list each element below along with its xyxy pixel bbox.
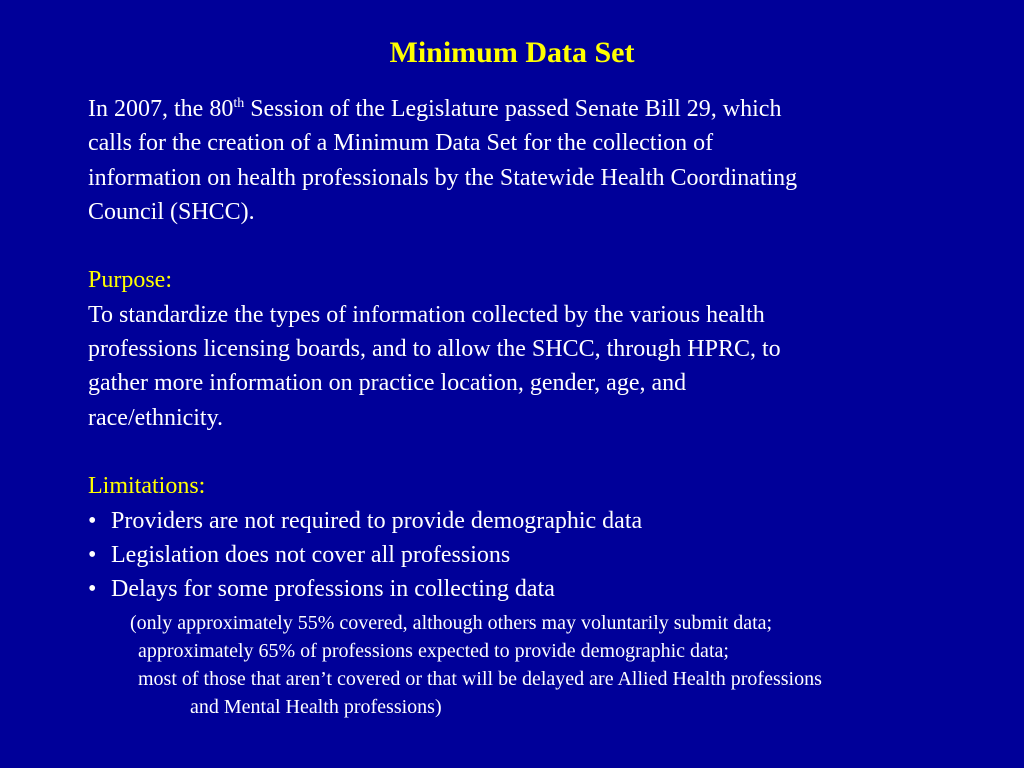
bullet-icon: • (88, 541, 97, 568)
intro-paragraph (88, 92, 968, 229)
purpose-heading: Purpose: (88, 267, 172, 294)
intro-text-end: Session of the Legislature passed Senate Bill 29, which (244, 96, 782, 122)
list-item-text: Legislation does not cover all professions (111, 541, 511, 568)
intro-line-4: Council (SHCC). (88, 198, 255, 225)
list-item (88, 538, 968, 572)
bullet-icon: • (88, 576, 97, 603)
purpose-line-3: gather more information on practice location, gender, age, and (88, 370, 687, 397)
slide-body (88, 92, 968, 606)
intro-line-2: calls for the creation of a Minimum Data Set for the collection of (88, 130, 714, 157)
intro-superscript: th (233, 96, 245, 111)
list-item (88, 572, 968, 606)
note-line-2: approximately 65% of professions expected to provide demographic data; (138, 640, 729, 662)
list-item-text: Delays for some professions in collecting data (111, 576, 555, 603)
intro-line-3: information on health professionals by the Statewide Health Coordinating (88, 164, 798, 191)
bullet-icon: • (88, 507, 97, 534)
intro-text-start: In 2007, the 80 (88, 96, 234, 122)
intro-line-1 (88, 92, 968, 126)
purpose-line-1: To standardize the types of information collected by the various health (88, 301, 765, 328)
list-item (88, 504, 968, 538)
note-line-4: and Mental Health professions) (190, 696, 442, 718)
note-line-3: most of those that aren’t covered or that will be delayed are Allied Health professions (138, 668, 822, 690)
limitations-note (88, 609, 988, 721)
purpose-paragraph (88, 298, 968, 435)
limitations-list (88, 504, 968, 607)
slide-title: Minimum Data Set (389, 36, 635, 69)
list-item-text: Providers are not required to provide demographic data (111, 507, 643, 534)
spacer (88, 435, 968, 469)
purpose-line-4: race/ethnicity. (88, 404, 224, 431)
spacer (88, 229, 968, 263)
limitations-heading: Limitations: (88, 473, 206, 500)
note-line-1: (only approximately 55% covered, although others may voluntarily submit data; (130, 612, 773, 634)
purpose-line-2: professions licensing boards, and to allow the SHCC, through HPRC, to (88, 336, 781, 363)
